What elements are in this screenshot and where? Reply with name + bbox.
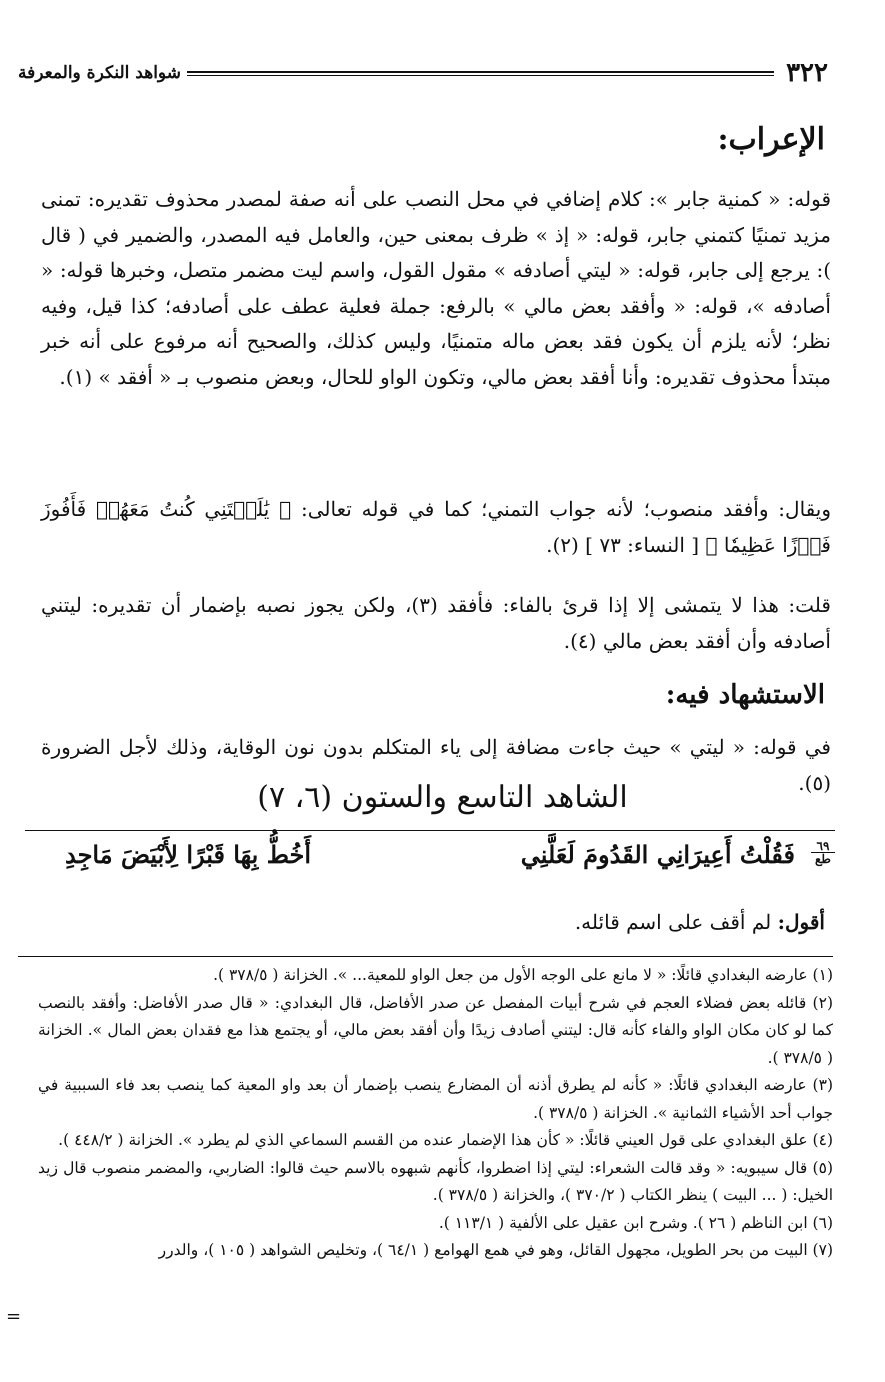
footnote-6: (٦) ابن الناظم ( ٢٦ ). وشرح ابن عقيل على الألفية ( ١١٣/١ ). <box>438 1213 833 1232</box>
header-rule <box>187 71 774 76</box>
i3rab-paragraph-1: قوله: « كمنية جابر »: كلام إضافي في محل النصب على أنه صفة لمصدر محذوف تقديره: تمنى مزيد تمنيًا كتمني جابر، قوله: « إذ » ظرف بمعنى حين، والعامل فيه المصدر، والضمير في ( قال ): يرجع إلى جابر، قوله: « ليتي أصادفه » مقول القول، واسم ليت مضمر متصل، وخبرها قوله: « أصادفه »، قوله: « وأفقد بعض مالي » بالرفع: جملة فعلية عطف على أصادفه؛ كذا قيل، وفيه نظر؛ لأنه يلزم أن يكون فقد بعض ماله متمنيًا، وليس كذلك، والصحيح أنه مرفوع على أنه خبر مبتدأ محذوف تقديره: وأنا أفقد بعض مالي، وتكون الواو للحال، وبعض منصوب بـ « أفقد » (١). <box>41 187 831 389</box>
footnotes-rule <box>18 956 833 957</box>
footnote-3: (٣) عارضه البغدادي قائلًا: « كأنه لم يطرق أذنه أن المضارع ينصب بإضمار أن بعد واو المعية كما ينصب بعد فاء السببية في جواب أحد الأشياء الثمانية ». الخزانة ( ٣٧٨/٥ ). <box>38 1076 833 1122</box>
verse-number-badge <box>811 840 835 865</box>
i3rab-heading: الإعراب: <box>717 122 825 157</box>
page-header <box>18 58 828 88</box>
i3rab-paragraph-2: ويقال: وأفقد منصوب؛ لأنه جواب التمني؛ كما في قوله تعالى: ﴿ يَٰلَيۡتَنِي كُنتُ مَعَهُمۡ فَأَفُوزَ فَوۡزًا عَظِيمٗا ﴾ [ النساء: ٧٣ ] (٢). <box>41 497 831 557</box>
verse-meter: طع <box>815 852 831 866</box>
istishhad-text: في قوله: « ليتي » حيث جاءت مضافة إلى ياء المتكلم بدون نون الوقاية، وذلك لأجل الضرورة (٥). <box>41 735 831 795</box>
aqul-line <box>575 910 825 934</box>
verse-hemistich-1: فَقُلْتُ أَعِيرَانِي القَدُومَ لَعَلَّنِي <box>520 840 795 869</box>
footnote-5: (٥) قال سيبويه: « وقد قالت الشعراء: ليتي إذا اضطروا، كأنهم شبهوه بالاسم حيث قالوا: الضاربي، والمضمر منصوب قال زيد الخيل: ( ... البيت ) ينظر الكتاب ( ٣٧٠/٢ )، والخزانة ( ٣٧٨/٥ ). <box>38 1158 833 1204</box>
running-title: شواهد النكرة والمعرفة <box>18 63 181 83</box>
footnotes-list <box>38 962 833 1265</box>
footnote-7: (٧) البيت من بحر الطويل، مجهول القائل، وهو في همع الهوامع ( ٦٤/١ )، وتخليص الشواهد ( ١٠٥ )، والدرر <box>158 1241 833 1259</box>
footnote-1: (١) عارضه البغدادي قائلًا: « لا مانع على الوجه الأول من جعل الواو للمعية... ». الخزانة ( ٣٧٨/٥ ). <box>213 966 833 984</box>
verse-number: ٦٩ <box>811 840 835 853</box>
shahid-title: الشاهد التاسع والستون (٦، ٧) <box>257 780 628 815</box>
aqul-label: أقول: <box>777 910 825 934</box>
verse-top-rule <box>25 830 835 831</box>
verse-hemistich-2: أَخُطُّ بِهَا قَبْرًا لِأَبْيَضَ مَاجِدِ <box>65 840 311 869</box>
istishhad-heading: الاستشهاد فيه: <box>665 680 825 710</box>
i3rab-paragraph-3: قلت: هذا لا يتمشى إلا إذا قرئ بالفاء: فأفقد (٣)، ولكن يجوز نصبه بإضمار أن تقديره: ليتني أصادفه وأن أفقد بعض مالي (٤). <box>41 593 831 653</box>
verse-line <box>25 840 835 880</box>
footnote-4: (٤) علق البغدادي على قول العيني قائلًا: « كأن هذا الإضمار عنده من القسم السماعي الذي لم يطرد ». الخزانة ( ٤٤٨/٢ ). <box>58 1131 833 1149</box>
footnote-2: (٢) قائله بعض فضلاء العجم في شرح أبيات المفصل عن صدر الأفاضل، قال البغدادي: « قال صدر الأفاضل: وأفقد بالنصب كما لو كان مكان الواو والفاء كأنه قال: ليتني أصادف زيدًا وأن أفقد بعض مالي، أو يجتمع هذا مع فقدان بعض المال ». الخزانة ( ٣٧٨/٥ ). <box>38 993 833 1067</box>
aqul-text: لم أقف على اسم قائله. <box>574 910 772 934</box>
continuation-mark: = <box>6 1306 22 1327</box>
page-number: ٣٢٢ <box>786 58 828 88</box>
